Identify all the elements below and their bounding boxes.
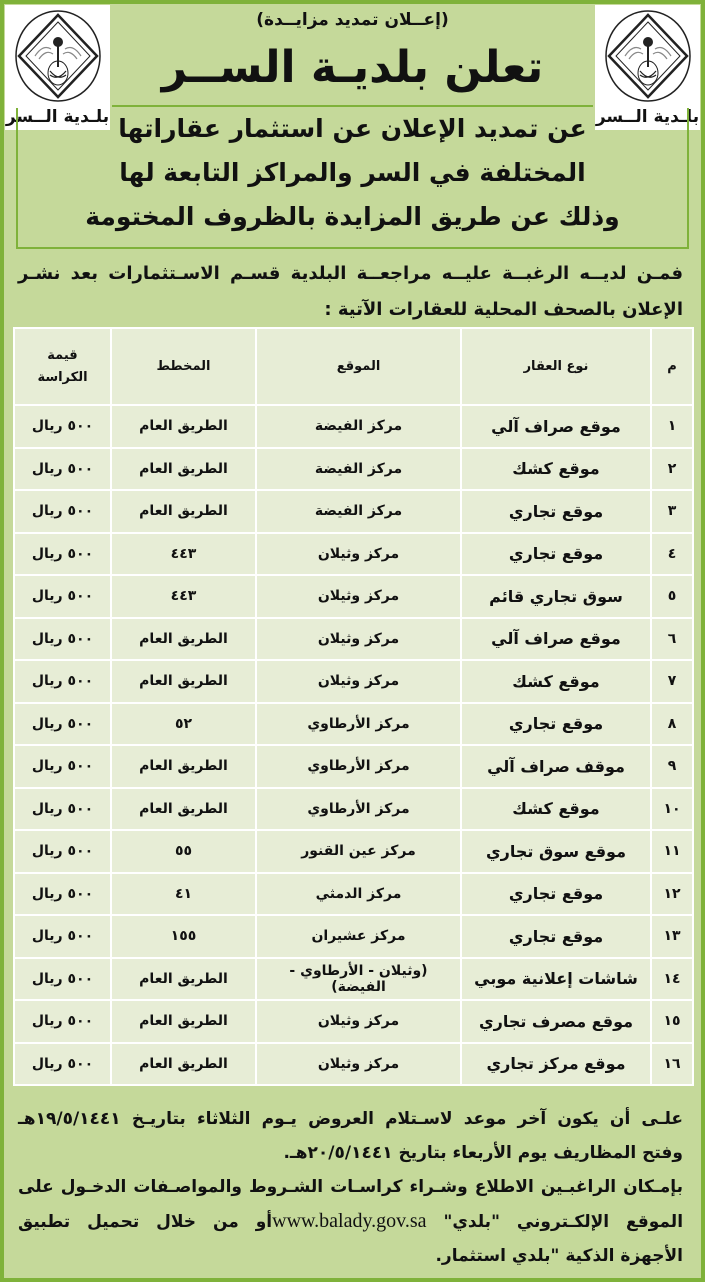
cell-property-type: موقع تجاري [461,703,651,746]
cell-booklet-price: ٥٠٠ ريال [14,405,111,448]
cell-booklet-price: ٥٠٠ ريال [14,490,111,533]
cell-booklet-price: ٥٠٠ ريال [14,660,111,703]
cell-plan: الطريق العام [111,1000,256,1043]
intro-line: الإعلان بالصحف المحلية للعقارات الآتية : [324,299,683,320]
cell-booklet-price: ٥٠٠ ريال [14,915,111,958]
cell-plan: ٥٢ [111,703,256,746]
cell-property-type: موقع كشك [461,660,651,703]
table-row [14,873,693,916]
table-header-row [14,328,693,405]
cell-index: ١٣ [651,915,693,958]
cell-booklet-price: ٥٠٠ ريال [14,745,111,788]
table-row [14,1043,693,1086]
cell-index: ٩ [651,745,693,788]
table-row [14,915,693,958]
table-row [14,830,693,873]
cell-booklet-price: ٥٠٠ ريال [14,575,111,618]
cell-location: مركز الفيضة [256,448,461,491]
cell-property-type: موقع مركز تجاري [461,1043,651,1086]
cell-property-type: موقع كشك [461,448,651,491]
cell-property-type: موقف صراف آلي [461,745,651,788]
cell-plan: الطريق العام [111,1043,256,1086]
table-row [14,1000,693,1043]
cell-property-type: موقع صراف آلي [461,618,651,661]
cell-property-type: موقع تجاري [461,533,651,576]
cell-plan: الطريق العام [111,490,256,533]
cell-location: مركز وثيلان [256,1043,461,1086]
cell-property-type: سوق تجاري قائم [461,575,651,618]
cell-index: ٣ [651,490,693,533]
cell-index: ٤ [651,533,693,576]
header-booklet-price: قيمة الكراسة [14,328,111,405]
cell-location: مركز وثيلان [256,1000,461,1043]
cell-index: ٦ [651,618,693,661]
cell-property-type: موقع صراف آلي [461,405,651,448]
cell-index: ١٥ [651,1000,693,1043]
header-property-type: نوع العقار [461,328,651,405]
properties-table [13,327,694,1086]
cell-property-type: موقع كشك [461,788,651,831]
cell-property-type: موقع تجاري [461,490,651,533]
intro-line: فمـن لديــه الرغبــة عليــه مراجعــة البلدية قسـم الاسـتثمارات بعد نشـر [18,263,683,284]
cell-plan: الطريق العام [111,618,256,661]
cell-plan: ٤٤٣ [111,575,256,618]
cell-booklet-price: ٥٠٠ ريال [14,830,111,873]
cell-booklet-price: ٥٠٠ ريال [14,873,111,916]
cell-location: مركز الفيضة [256,405,461,448]
cell-location: مركز الأرطاوي [256,788,461,831]
subtitle-line: وذلك عن طريق المزايدة بالظروف المختومة [85,202,620,231]
cell-booklet-price: ٥٠٠ ريال [14,703,111,746]
cell-plan: الطريق العام [111,745,256,788]
cell-index: ١٢ [651,873,693,916]
table-row [14,958,693,1001]
cell-plan: الطريق العام [111,788,256,831]
header-index: م [651,328,693,405]
footer-line: وفتح المظاريف يوم الأربعاء بتاريخ ٢٠/٥/١٤٤١هـ. [283,1143,683,1163]
footer-line: الأجهزة الذكية "بلدي استثمار. [435,1246,683,1266]
table-row [14,745,693,788]
cell-location: مركز الأرطاوي [256,745,461,788]
cell-plan: ٤١ [111,873,256,916]
intro-paragraph [18,256,683,328]
cell-location: مركز وثيلان [256,575,461,618]
cell-location: مركز عشيران [256,915,461,958]
cell-location: مركز عين القنور [256,830,461,873]
cell-plan: ٥٥ [111,830,256,873]
emblem-icon [13,9,103,104]
footer-line: الموقع الإلكـتروني "بلدي" www.balady.gov.saأو من خلال تحميل تطبيق [18,1210,684,1232]
footer-paragraph [18,1102,683,1273]
cell-booklet-price: ٥٠٠ ريال [14,1043,111,1086]
header-divider [112,105,593,107]
logo-caption: بلـدية الــسر [595,107,700,127]
cell-booklet-price: ٥٠٠ ريال [14,788,111,831]
table-row [14,490,693,533]
cell-plan: ١٥٥ [111,915,256,958]
cell-location: مركز الدمثي [256,873,461,916]
cell-index: ١ [651,405,693,448]
cell-booklet-price: ٥٠٠ ريال [14,958,111,1001]
cell-location: مركز وثيلان [256,533,461,576]
subtitle-line: المختلفة في السر والمراكز التابعة لها [119,158,586,187]
table-row [14,660,693,703]
emblem-icon [603,9,693,104]
cell-plan: الطريق العام [111,448,256,491]
table-row [14,405,693,448]
cell-property-type: موقع تجاري [461,873,651,916]
cell-property-type: موقع تجاري [461,915,651,958]
cell-index: ٥ [651,575,693,618]
cell-plan: الطريق العام [111,405,256,448]
cell-property-type: موقع سوق تجاري [461,830,651,873]
logo-caption: بلـدية الــسر [5,107,110,127]
table-row [14,618,693,661]
subtitle-line: عن تمديد الإعلان عن استثمار عقاراتها [118,114,587,143]
cell-plan: ٤٤٣ [111,533,256,576]
cell-booklet-price: ٥٠٠ ريال [14,533,111,576]
cell-index: ١٠ [651,788,693,831]
header-plan: المخطط [111,328,256,405]
cell-location: مركز الأرطاوي [256,703,461,746]
cell-index: ٢ [651,448,693,491]
subtitle-box [16,108,689,249]
footer-line: بإمـكان الراغبـين الاطلاع وشـراء كراسـات الشـروط والمواصـفات الدخـول على [18,1177,683,1197]
cell-index: ١٦ [651,1043,693,1086]
cell-booklet-price: ٥٠٠ ريال [14,1000,111,1043]
cell-location: مركز وثيلان [256,618,461,661]
cell-index: ٨ [651,703,693,746]
table-row [14,575,693,618]
header-location: الموقع [256,328,461,405]
table-row [14,703,693,746]
cell-location: مركز وثيلان [256,660,461,703]
table-row [14,788,693,831]
cell-index: ١٤ [651,958,693,1001]
cell-property-type: شاشات إعلانية موبي [461,958,651,1001]
page-title: تعلن بلديـة الســر [161,42,544,93]
footer-line: علـى أن يكون آخر موعد لاسـتلام العروض يـوم الثلاثاء بتاريـخ ١٩/٥/١٤٤١هـ [18,1109,683,1129]
cell-plan: الطريق العام [111,958,256,1001]
table-row [14,448,693,491]
notice-type: (إعــلان تمديد مزايــدة) [256,10,449,30]
cell-location: (وثيلان - الأرطاوي - الفيضة) [256,958,461,1001]
cell-index: ٧ [651,660,693,703]
cell-booklet-price: ٥٠٠ ريال [14,618,111,661]
table-row [14,533,693,576]
cell-plan: الطريق العام [111,660,256,703]
cell-index: ١١ [651,830,693,873]
cell-booklet-price: ٥٠٠ ريال [14,448,111,491]
website-link[interactable]: www.balady.gov.sa [272,1210,427,1232]
cell-location: مركز الفيضة [256,490,461,533]
cell-property-type: موقع مصرف تجاري [461,1000,651,1043]
